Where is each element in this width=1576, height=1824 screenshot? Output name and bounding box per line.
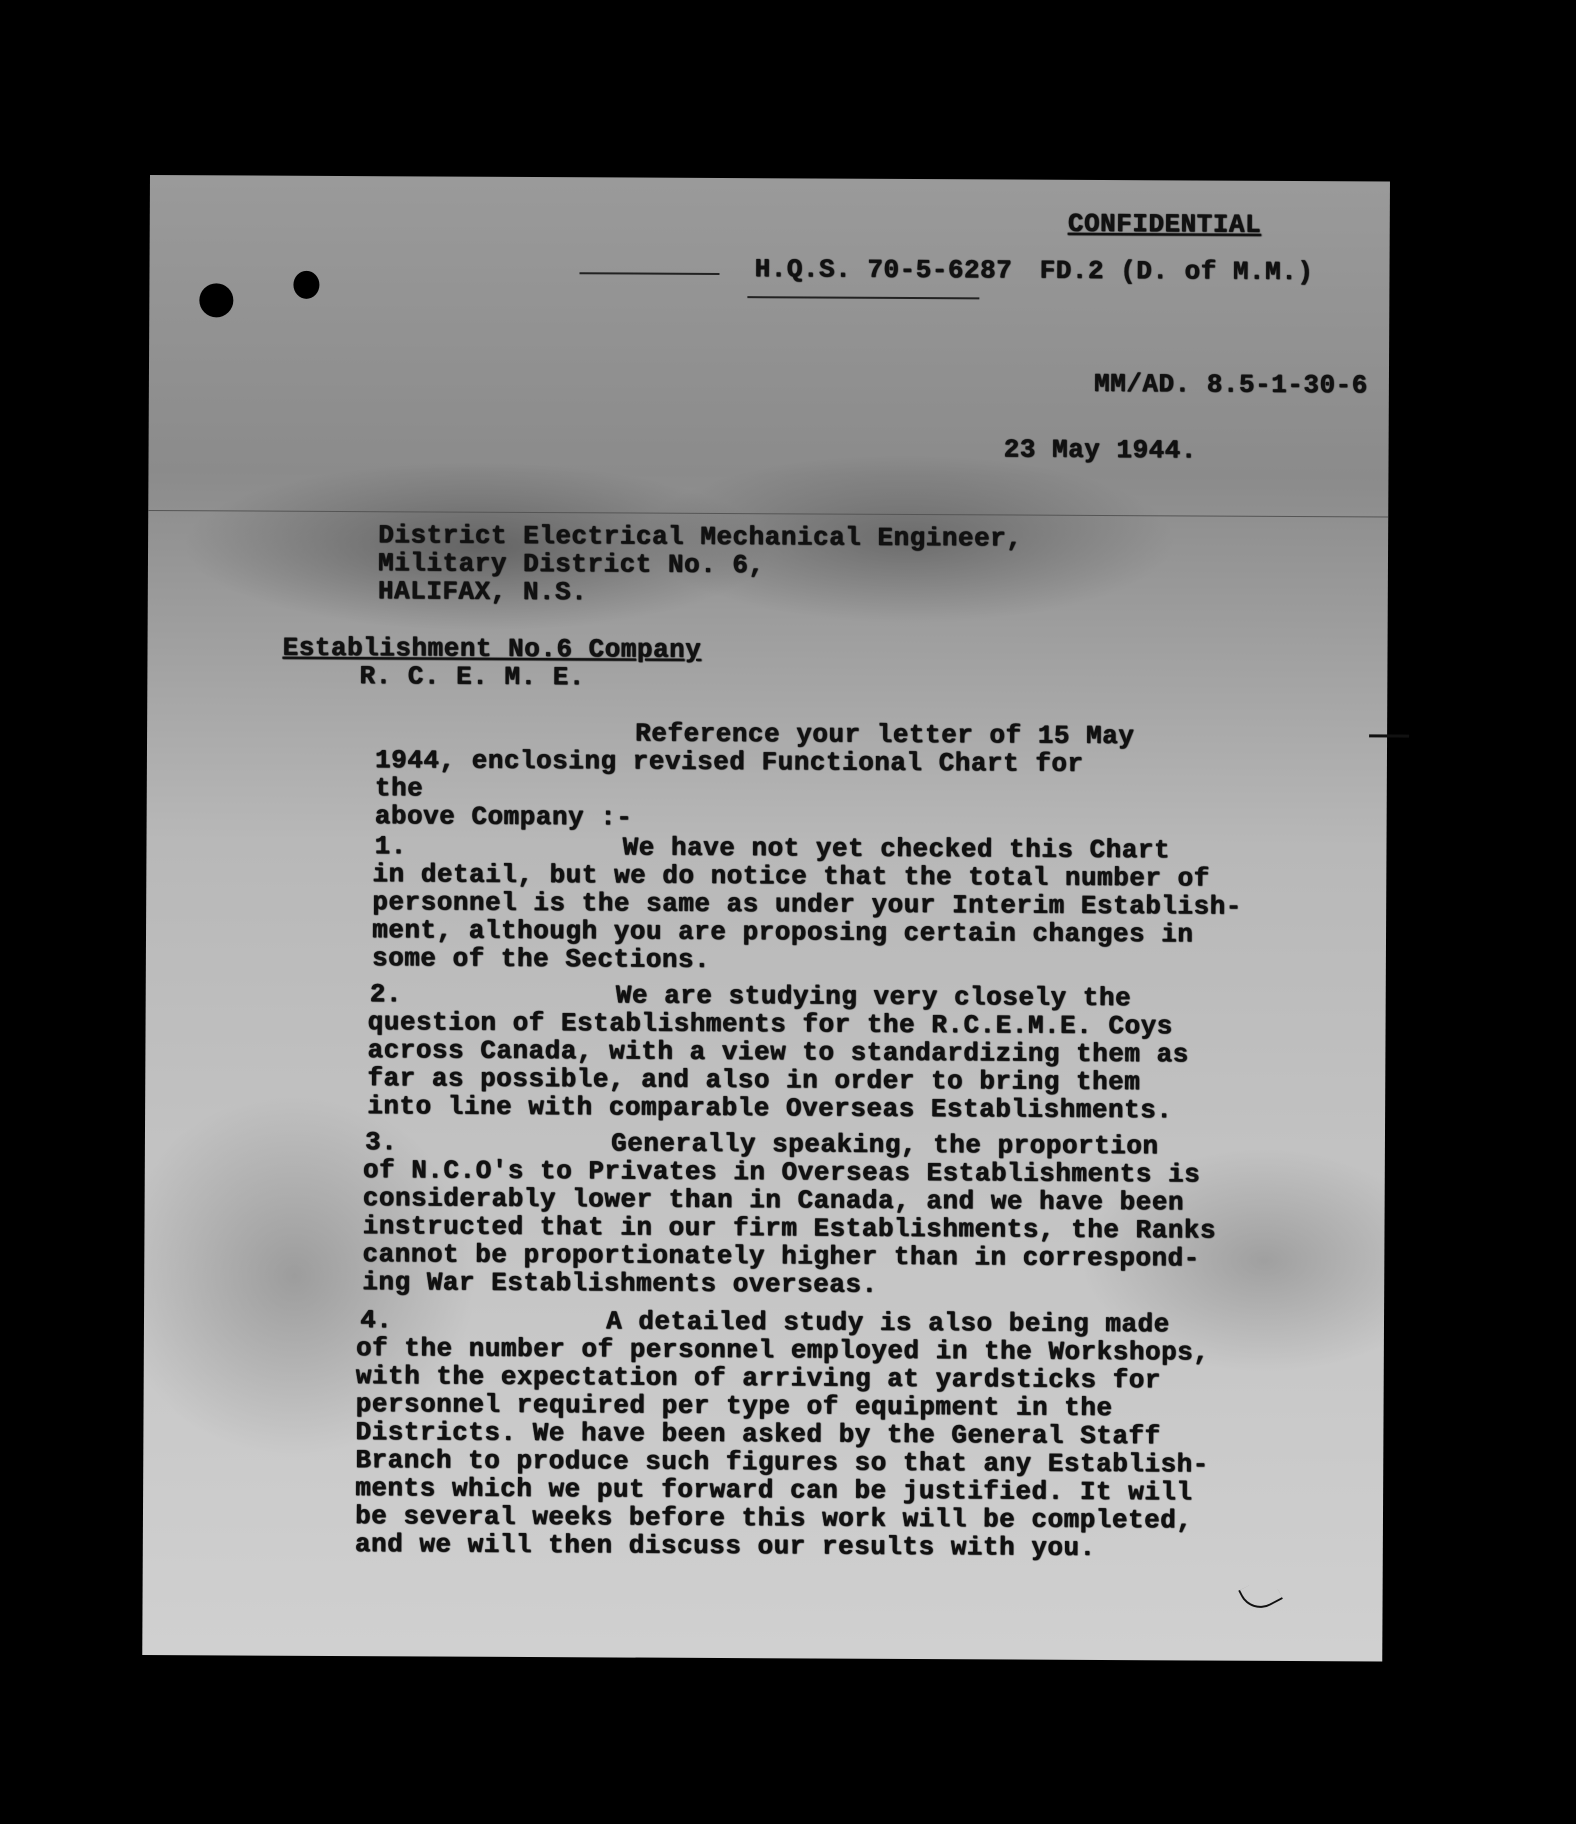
header-underline	[747, 296, 979, 299]
paragraph-number: 1.	[374, 831, 407, 862]
paragraph-number: 3.	[364, 1127, 398, 1158]
subject-line: R. C. E. M. E.	[359, 661, 585, 693]
paragraph-first-line: Generally speaking, the proportion	[610, 1128, 1159, 1162]
classification-label: CONFIDENTIAL	[1067, 208, 1262, 240]
paragraph-first-line: We have not yet checked this Chart	[622, 832, 1171, 866]
our-reference: MM/AD. 8.5-1-30-6	[1093, 368, 1368, 401]
intro-paragraph: Reference your letter of 15 May 1944, enclosing revised Functional Chart for the above Company :-	[374, 718, 1135, 833]
paragraph-body: question of Establishments for the R.C.E.M.E. Coys across Canada, with a view to standardizing them as far as possible, and also in order to bring them into line with comparable Overseas Establishments.	[367, 1007, 1189, 1126]
subject-line: Establishment No.6 Company	[282, 632, 702, 665]
paragraph-body: of the number of personnel employed in the Workshops, with the expectation of arriving at yardsticks for personnel required per type of equipment in the Districts. We have been asked by the General Staff Branch to produce such figures so that any Establish- ments which we put forward can be justified. It will be several weeks before this work will be completed, and we will then discuss our results with you.	[354, 1333, 1210, 1563]
addressee-line: District Electrical Mechanical Engineer,	[378, 520, 1023, 554]
branch-reference: FD.2 (D. of M.M.)	[1039, 255, 1314, 288]
punch-hole-mark	[293, 271, 319, 299]
handwritten-tick-mark	[1238, 1574, 1283, 1616]
letter-date: 23 May 1944.	[1003, 434, 1197, 466]
addressee-line: Military District No. 6,	[377, 548, 765, 581]
file-reference: H.Q.S. 70-5-6287	[754, 254, 1013, 286]
edge-mark	[1369, 734, 1409, 737]
paragraph-first-line: A detailed study is also being made	[605, 1306, 1170, 1340]
paragraph-body: of N.C.O's to Privates in Overseas Establishments is considerably lower than in Canada, and we have been instructed that in our firm Establishments, the Ranks cannot be proportionately higher than in correspond- ing War Establishments overseas.	[362, 1155, 1217, 1300]
paragraph-number: 4.	[359, 1305, 393, 1336]
paragraph-number: 2.	[369, 979, 403, 1010]
document-page	[142, 175, 1390, 1661]
addressee-line: HALIFAX, N.S.	[377, 576, 588, 608]
paragraph-body: in detail, but we do notice that the total number of personnel is the same as under your Interim Establish- ment, although you are proposing certain changes in some of the Sections.	[371, 859, 1242, 975]
header-underline	[579, 272, 719, 275]
punch-hole-mark	[199, 283, 233, 317]
section-divider	[148, 510, 1388, 517]
paragraph-first-line: We are studying very closely the	[615, 980, 1132, 1014]
